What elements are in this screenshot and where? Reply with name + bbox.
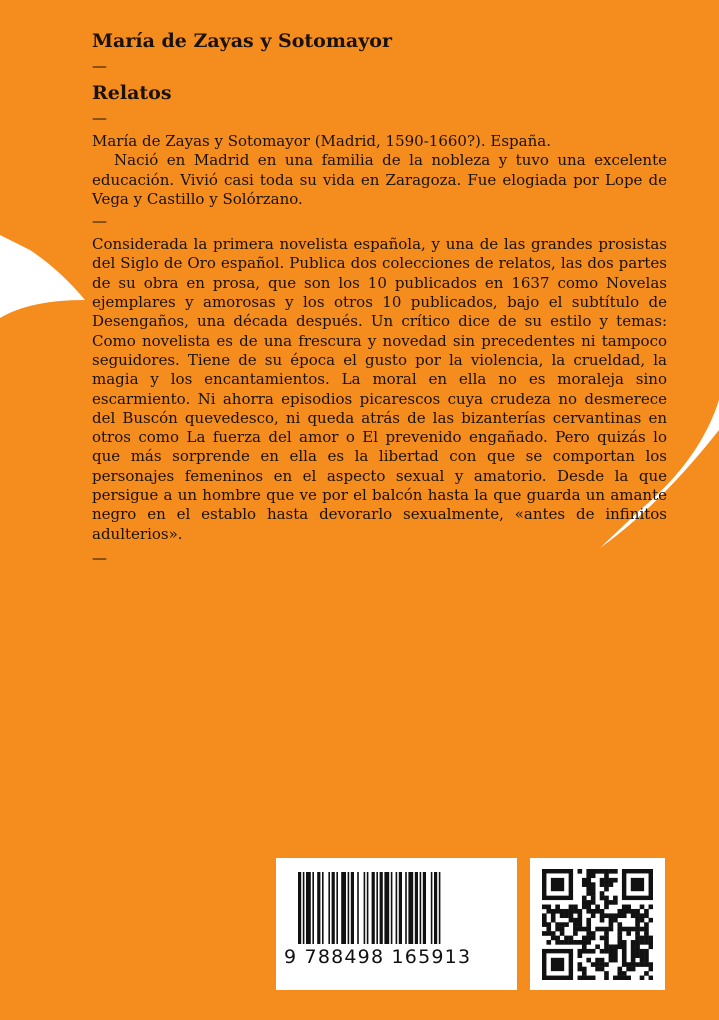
author-origin: María de Zayas y Sotomayor (Madrid, 1590-1660?). España.: [92, 132, 551, 150]
book-title: Relatos: [92, 82, 172, 104]
left-white-shape: [0, 235, 85, 318]
back-cover-text: [92, 28, 667, 572]
separator: —: [92, 548, 107, 567]
separator: —: [92, 109, 107, 127]
isbn-barcode: [276, 858, 517, 990]
qr-code-pattern: [542, 869, 653, 980]
book-description: Considerada la primera novelista española, y una de las grandes prosistas del Siglo de Oro español. Publica dos colecciones de relatos, las dos partes de su obra en prosa, que son los 10 publicados en 1637 como Novelas ejemplares y amorosas y los otros 10 publicados, bajo el subtítulo de Desengaños, una década después. Un crítico dice de su estilo y temas: Como novelista es de una frescura y novedad sin precedentes ni tampoco seguidores. Tiene de su época el gusto por la violencia, la crueldad, la magia y los encantamientos. La moral en ella no es moraleja sino escarmiento. Ni ahorra episodios picarescos cuya crudeza no desmerece del Buscón quevedesco, ni queda atrás de las bizanterías cervantinas en otros como La fuerza del amor o El prevenido engañado. Pero quizás lo que más sorprende en ella es la libertad con que se comportan los personajes femeninos en el aspecto sexual y amatorio. Desde la que persigue a un hombre que ve por el balcón hasta la que guarda un amante negro en el establo hasta devorarlo sexualmente, «antes de infinitos adulterios».: [92, 235, 667, 543]
qr-code: [530, 858, 665, 990]
author-name: María de Zayas y Sotomayor: [92, 30, 392, 52]
barcode-bars: [298, 872, 498, 944]
separator: —: [92, 57, 107, 75]
author-bio: Nació en Madrid en una familia de la nobleza y tuvo una excelente educación. Vivió casi toda su vida en Zaragoza. Fue elogiada por Lope de Vega y Castillo y Solórzano.: [92, 151, 667, 208]
isbn-number: 9 788498 165913: [284, 946, 472, 968]
separator: —: [92, 212, 107, 231]
